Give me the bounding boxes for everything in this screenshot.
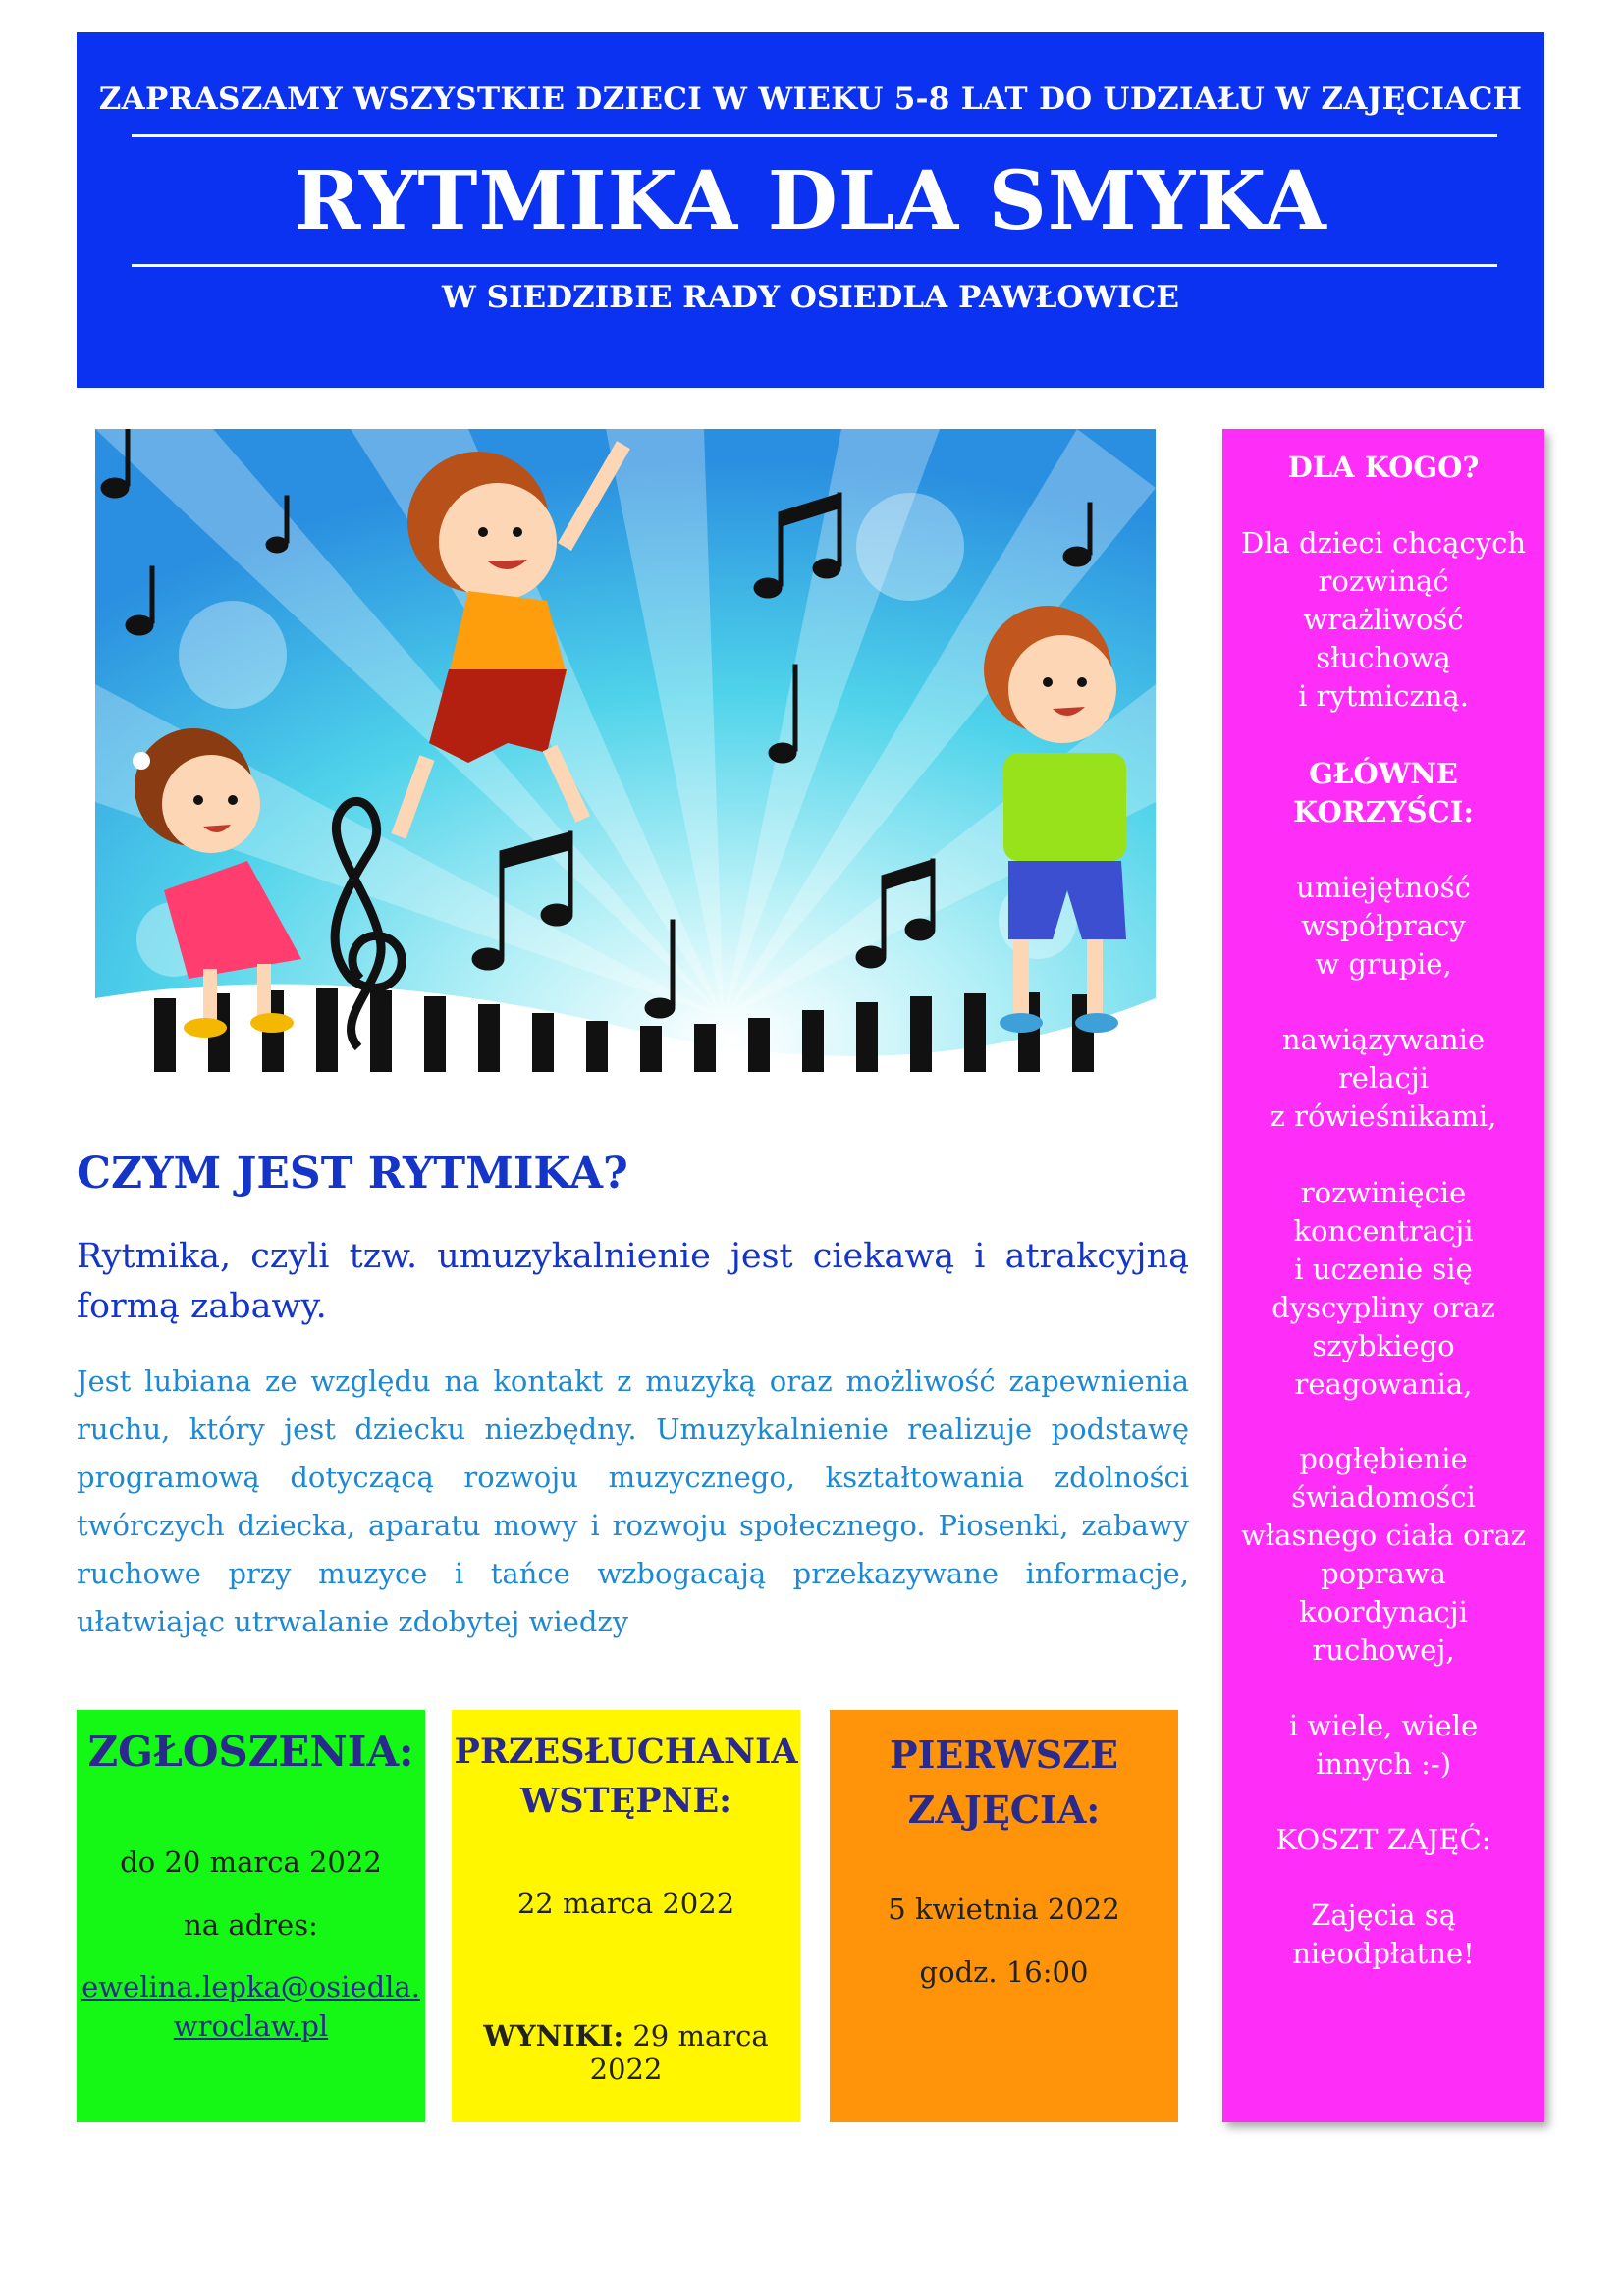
registration-heading: ZGŁOSZENIA: <box>87 1728 414 1776</box>
registration-address-label: na adres: <box>184 1908 318 1942</box>
kids-dancing-illustration <box>95 429 1156 1072</box>
benefit-line: i uczenie się <box>1294 1253 1473 1286</box>
benefits-heading <box>1222 755 1544 831</box>
about-lead: Rytmika, czyli tzw. umuzykalnienie jest ciekawą i atrakcyjną formą zabawy. <box>77 1237 1189 1326</box>
registration-email-link[interactable] <box>77 1967 425 2046</box>
first-class-time: godz. 16:00 <box>919 1955 1089 1989</box>
benefit-line: innych :-) <box>1315 1747 1452 1781</box>
email-line[interactable]: ewelina.lepka@osiedla. <box>81 1970 420 2003</box>
benefit-line: ruchowej, <box>1312 1633 1455 1667</box>
benefit-line: i wiele, wiele <box>1288 1709 1479 1742</box>
benefit-line: koncentracji <box>1293 1214 1474 1248</box>
benefit-relations <box>1222 1021 1544 1136</box>
registration-deadline: do 20 marca 2022 <box>120 1845 382 1879</box>
about-heading: CZYM JEST RYTMIKA? <box>77 1148 628 1199</box>
header-divider-bottom <box>132 264 1497 267</box>
audition-heading-line: WSTĘPNE: <box>519 1781 732 1821</box>
benefit-concentration <box>1222 1174 1544 1404</box>
first-class-heading <box>830 1728 1178 1838</box>
cost-line: nieodpłatne! <box>1292 1937 1475 1970</box>
benefit-line: szybkiego <box>1312 1329 1455 1362</box>
audition-heading-line: PRZESŁUCHANIA <box>454 1732 798 1772</box>
benefit-cooperation <box>1222 869 1544 984</box>
cost-line: Zajęcia są <box>1311 1898 1456 1932</box>
benefit-line: reagowania, <box>1294 1367 1473 1401</box>
invite-line: ZAPRASZAMY WSZYSTKIE DZIECI W WIEKU 5-8 LAT DO UDZIAŁU W ZAJĘCIACH <box>98 81 1523 117</box>
illustration-artwork <box>95 429 1156 1072</box>
results-date: 29 marca 2022 <box>589 2019 769 2086</box>
benefit-line: rozwinięcie <box>1300 1176 1467 1209</box>
audition-heading <box>452 1728 800 1826</box>
first-class-box <box>830 1710 1178 2122</box>
info-sidebar <box>1222 429 1544 2122</box>
audition-box <box>452 1710 800 2122</box>
first-class-heading-line: ZAJĘCIA: <box>907 1788 1101 1832</box>
benefit-line: z rówieśnikami, <box>1270 1099 1497 1133</box>
benefit-body-awareness <box>1222 1440 1544 1670</box>
benefits-heading-line: KORZYŚCI: <box>1293 795 1474 828</box>
benefit-line: dyscypliny oraz <box>1271 1291 1495 1324</box>
audition-results <box>452 2019 800 2086</box>
who-text <box>1222 524 1544 716</box>
header-divider-top <box>132 134 1497 137</box>
results-label: WYNIKI: <box>483 2019 624 2053</box>
who-line: rozwinąć <box>1318 564 1449 598</box>
about-body: Jest lubiana ze względu na kontakt z muzyką oraz możliwość zapewnienia ruchu, który jest dziecku niezbędny. Umuzykalnienie realizuje podstawę programową dotyczącą rozwoju muzycznego, kształtowania zdolności twórczych dziecka, aparatu mowy i rozwoju społecznego. Piosenki, zabawy ruchowe przy muzyce i tańce wzbogacają przekazywane informacje, ułatwiając utrwalanie zdobytej wiedzy <box>77 1364 1189 1638</box>
audition-date: 22 marca 2022 <box>516 1887 735 1920</box>
benefit-line: poprawa <box>1321 1557 1446 1590</box>
benefit-line: relacji <box>1337 1061 1430 1095</box>
email-line[interactable]: wroclaw.pl <box>173 2009 329 2043</box>
benefit-line: świadomości <box>1291 1480 1476 1514</box>
venue-line: W SIEDZIBIE RADY OSIEDLA PAWŁOWICE <box>442 280 1179 315</box>
page-title: RYTMIKA DLA SMYKA <box>294 154 1327 248</box>
cost-heading: KOSZT ZAJĘĆ: <box>1275 1823 1491 1856</box>
benefit-line: własnego ciała oraz <box>1240 1519 1527 1552</box>
who-line: i rytmiczną. <box>1298 679 1469 713</box>
benefit-line: współpracy <box>1301 909 1466 942</box>
benefits-heading-line: GŁÓWNE <box>1309 757 1458 790</box>
first-class-date: 5 kwietnia 2022 <box>888 1893 1120 1926</box>
who-line: słuchową <box>1316 641 1451 674</box>
cost-text <box>1222 1896 1544 1973</box>
benefit-line: umiejętność <box>1296 871 1471 904</box>
benefit-line: koordynacji <box>1299 1595 1468 1629</box>
who-line: Dla dzieci chcących <box>1240 526 1527 560</box>
who-heading: DLA KOGO? <box>1287 451 1480 484</box>
first-class-heading-line: PIERWSZE <box>890 1733 1118 1777</box>
header-banner <box>77 32 1544 388</box>
benefit-line: nawiązywanie <box>1281 1023 1486 1056</box>
who-line: wrażliwość <box>1303 603 1464 636</box>
registration-box <box>77 1710 425 2122</box>
benefit-more <box>1222 1707 1544 1784</box>
benefit-line: pogłębienie <box>1299 1442 1468 1475</box>
benefit-line: w grupie, <box>1315 947 1452 981</box>
